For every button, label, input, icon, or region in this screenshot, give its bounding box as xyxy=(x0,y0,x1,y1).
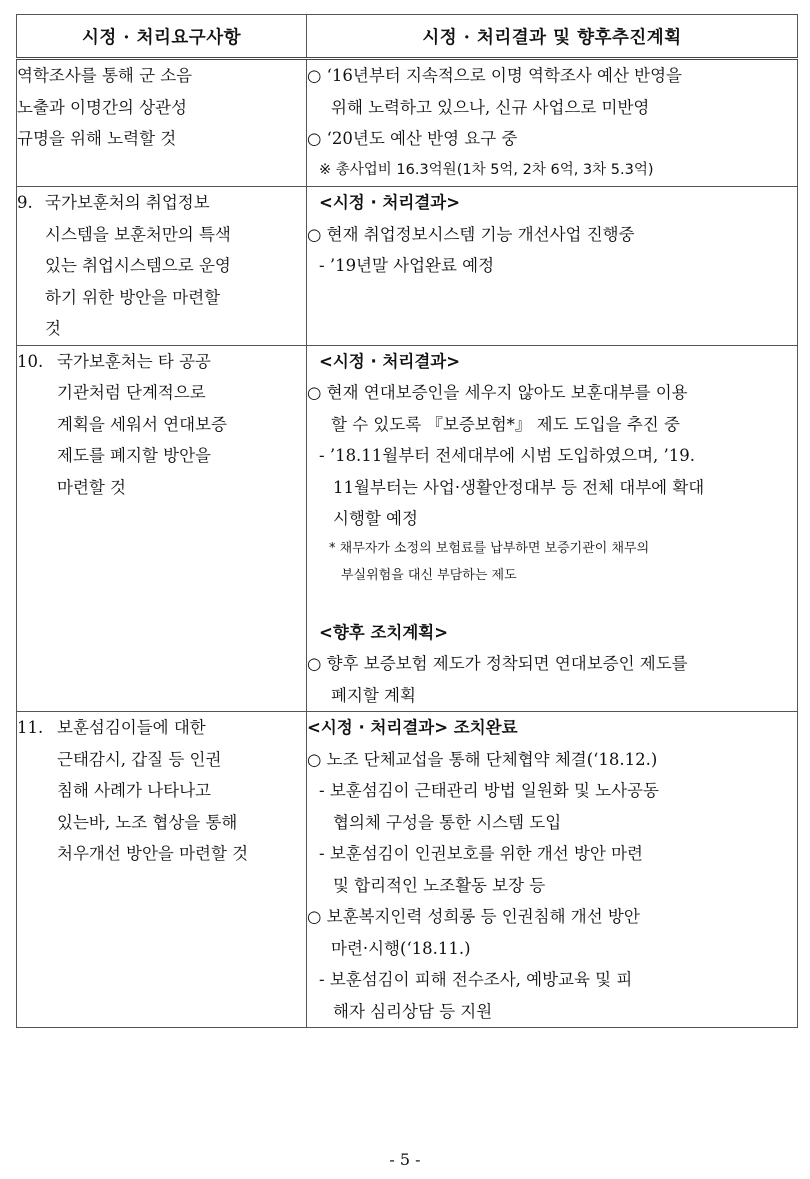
plan-line: 폐지할 계획 xyxy=(331,685,416,705)
result-line: ○ 보훈복지인력 성희롱 등 인권침해 개선 방안 xyxy=(307,907,640,926)
result-line: 협의체 구성을 통한 시스템 도입 xyxy=(333,812,562,832)
request-line: 침해 사례가 나타나고 xyxy=(57,781,211,800)
result-line: ○ 노조 단체교섭을 통해 단체협약 체결(‘18.12.) xyxy=(307,749,658,769)
request-cell xyxy=(17,187,307,346)
result-footnote: * 채무자가 소정의 보험료를 납부하면 보증기관이 채무의 xyxy=(329,540,650,556)
result-line: ○ ‘16년부터 지속적으로 이명 역학조사 예산 반영을 xyxy=(307,66,682,85)
request-line: 마련할 것 xyxy=(57,477,127,497)
request-line: 역학조사를 통해 군 소음 xyxy=(17,66,193,85)
result-line: 11월부터는 사업·생활안정대부 등 전체 대부에 확대 xyxy=(333,477,705,497)
table-row xyxy=(17,187,798,346)
request-line: 국가보훈처는 타 공공 xyxy=(57,351,211,371)
request-line: 시스템을 보훈처만의 특색 xyxy=(45,224,231,244)
request-cell xyxy=(17,345,307,712)
table-row xyxy=(17,59,798,187)
request-line: 보훈섬김이들에 대한 xyxy=(57,718,206,737)
result-cell xyxy=(307,345,798,712)
result-line: - ’18.11월부터 전세대부에 시범 도입하였으며, ’19. xyxy=(319,446,696,465)
request-line: 국가보훈처의 취업정보 xyxy=(45,193,210,212)
item-number: 11. xyxy=(17,718,44,737)
request-line: 있는바, 노조 협상을 통해 xyxy=(57,812,238,832)
result-cell xyxy=(307,59,798,187)
result-line: - ’19년말 사업완료 예정 xyxy=(319,256,495,275)
request-line: 처우개선 방안을 마련할 것 xyxy=(57,844,249,863)
item-number: 9. xyxy=(17,193,33,212)
result-note: ※ 총사업비 16.3억원(1차 5억, 2차 6억, 3차 5.3억) xyxy=(319,161,654,178)
result-line: ○ ‘20년도 예산 반영 요구 중 xyxy=(307,129,518,148)
request-line: 근태감시, 갑질 등 인권 xyxy=(57,749,222,769)
result-line: - 보훈섬김이 근태관리 방법 일원화 및 노사공동 xyxy=(319,781,659,800)
result-line: 위해 노력하고 있으나, 신규 사업으로 미반영 xyxy=(331,97,650,117)
audit-table xyxy=(16,14,798,1028)
request-cell xyxy=(17,59,307,187)
result-line: - 보훈섬김이 피해 전수조사, 예방교육 및 피 xyxy=(319,970,633,989)
result-line: 할 수 있도록 『보증보험*』 제도 도입을 추진 중 xyxy=(331,414,680,434)
result-line: 시행할 예정 xyxy=(333,509,418,528)
request-line: 계획을 세워서 연대보증 xyxy=(57,414,227,434)
page-number: - 5 - xyxy=(389,1150,421,1169)
result-cell xyxy=(307,187,798,346)
result-line: - 보훈섬김이 인권보호를 위한 개선 방안 마련 xyxy=(319,844,643,863)
plan-line: ○ 향후 보증보험 제도가 정착되면 연대보증인 제도를 xyxy=(307,654,688,673)
request-line: 기관처럼 단계적으로 xyxy=(57,383,206,402)
result-heading: <시정 · 처리결과> xyxy=(319,351,461,371)
request-line: 것 xyxy=(45,319,61,338)
item-number: 10. xyxy=(17,351,44,371)
result-cell xyxy=(307,712,798,1028)
result-footnote: 부실위험을 대신 부담하는 제도 xyxy=(341,567,517,583)
plan-heading: <향후 조치계획> xyxy=(319,622,449,642)
spacer xyxy=(307,589,797,617)
header-request: 시정 · 처리요구사항 xyxy=(17,15,307,59)
table-row xyxy=(17,712,798,1028)
table-row xyxy=(17,345,798,712)
request-line: 노출과 이명간의 상관성 xyxy=(17,97,187,117)
header-result: 시정 · 처리결과 및 향후추진계획 xyxy=(307,15,798,59)
table-header-row xyxy=(17,15,798,59)
result-line: ○ 현재 연대보증인을 세우지 않아도 보훈대부를 이용 xyxy=(307,383,688,402)
result-heading: <시정 · 처리결과> 조치완료 xyxy=(307,718,518,737)
request-line: 있는 취업시스템으로 운영 xyxy=(45,256,231,275)
result-line: 마련·시행(‘18.11.) xyxy=(331,938,471,958)
request-line: 제도를 폐지할 방안을 xyxy=(57,446,211,465)
request-cell xyxy=(17,712,307,1028)
request-line: 하기 위한 방안을 마련할 xyxy=(45,287,221,307)
result-line: 및 합리적인 노조활동 보장 등 xyxy=(333,875,546,895)
result-line: 해자 심리상담 등 지원 xyxy=(333,1001,493,1021)
result-heading: <시정 · 처리결과> xyxy=(319,193,461,212)
result-line: ○ 현재 취업정보시스템 기능 개선사업 진행중 xyxy=(307,224,635,244)
request-line: 규명을 위해 노력할 것 xyxy=(17,129,177,148)
